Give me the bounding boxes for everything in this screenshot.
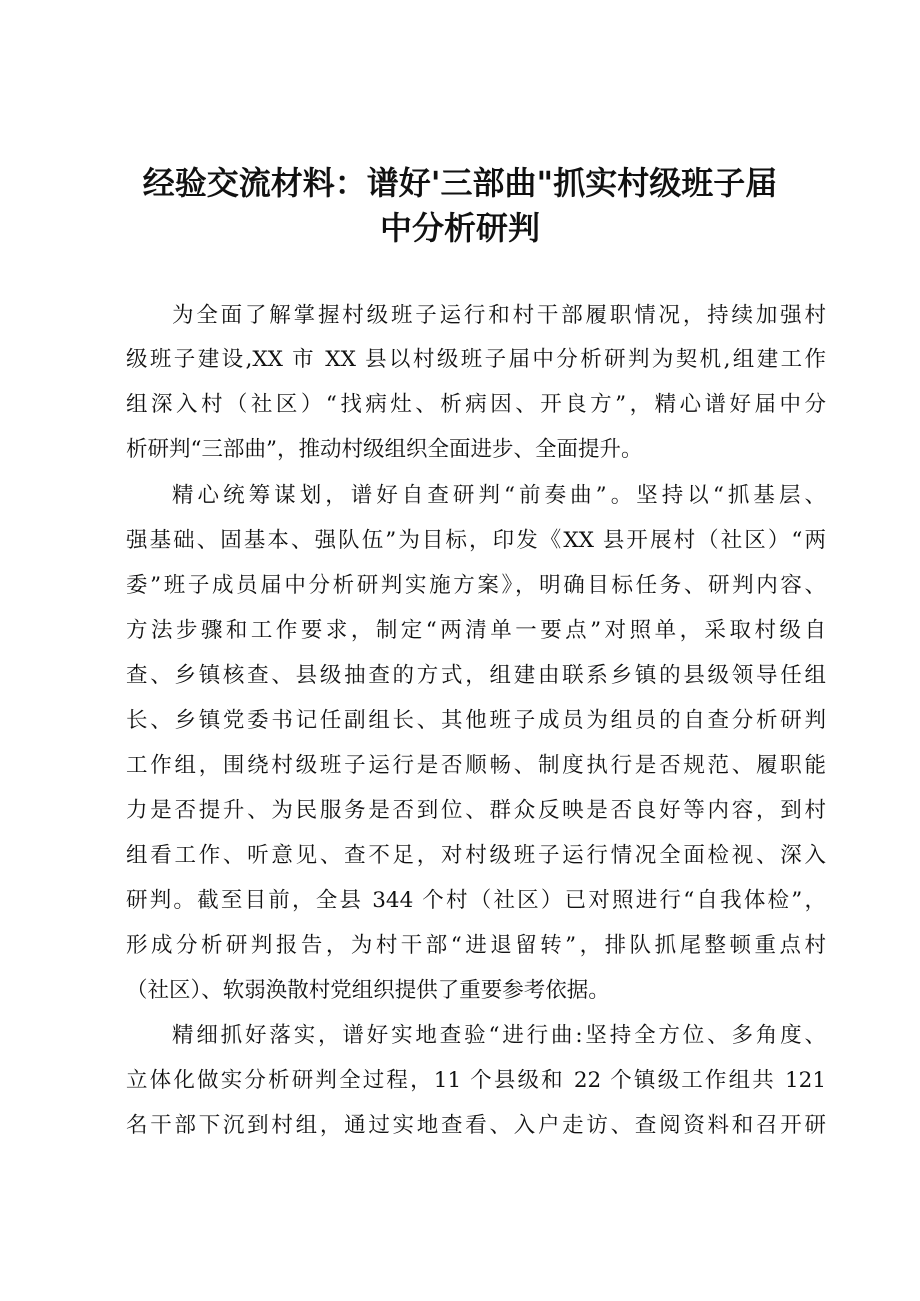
paragraph-2-line-5: 查、乡镇核查、县级抽查的方式，组建由联系乡镇的县级领导任组 (126, 663, 826, 688)
paragraph-2-line-9: 组看工作、听意见、查不足，对村级班子运行情况全面检视、深入 (126, 843, 826, 868)
paragraph-1-line-3: 组深入村（社区）“找病灶、析病因、开良方”，精心谱好届中分 (126, 392, 826, 417)
paragraph-1-line-2: 级班子建设,XX 市 XX 县以村级班子届中分析研判为契机,组建工作 (126, 347, 826, 372)
paragraph-1-line-4: 析研判“三部曲”，推动村级组织全面进步、全面提升。 (126, 437, 643, 462)
document-title-line-1: 经验交流材料：谱好'三部曲"抓实村级班子届 (142, 164, 778, 202)
paragraph-3-line-2: 立体化做实分析研判全过程，11 个县级和 22 个镇级工作组共 121 (126, 1068, 826, 1093)
paragraph-2-line-12: （社区）、软弱涣散村党组织提供了重要参考依据。 (126, 978, 610, 1003)
paragraph-1-line-1: 为全面了解掌握村级班子运行和村干部履职情况，持续加强村 (172, 303, 826, 328)
paragraph-2-line-6: 长、乡镇党委书记任副组长、其他班子成员为组员的自查分析研判 (126, 708, 826, 733)
paragraph-2-line-7: 工作组，围绕村级班子运行是否顺畅、制度执行是否规范、履职能 (126, 753, 826, 778)
paragraph-3-line-3: 名干部下沉到村组，通过实地查看、入户走访、查阅资料和召开研 (126, 1113, 826, 1138)
paragraph-2-line-4: 方法步骤和工作要求，制定“两清单一要点”对照单，采取村级自 (126, 618, 826, 643)
paragraph-2-line-10: 研判。截至目前，全县 344 个村（社区）已对照进行“自我体检”， (126, 888, 826, 913)
paragraph-2-line-1: 精心统筹谋划，谱好自查研判“前奏曲”。坚持以“抓基层、 (172, 483, 826, 508)
paragraph-2-line-3: 委”班子成员届中分析研判实施方案》，明确目标任务、研判内容、 (126, 573, 826, 598)
paragraph-2-line-8: 力是否提升、为民服务是否到位、群众反映是否良好等内容，到村 (126, 798, 826, 823)
paragraph-3-line-1: 精细抓好落实，谱好实地查验“进行曲:坚持全方位、多角度、 (172, 1023, 826, 1048)
paragraph-2-line-11: 形成分析研判报告，为村干部“进退留转”，排队抓尾整顿重点村 (126, 933, 826, 958)
paragraph-2-line-2: 强基础、固基本、强队伍”为目标，印发《XX 县开展村（社区）“两 (126, 528, 826, 553)
document-title-line-2: 中分析研判 (379, 209, 540, 247)
